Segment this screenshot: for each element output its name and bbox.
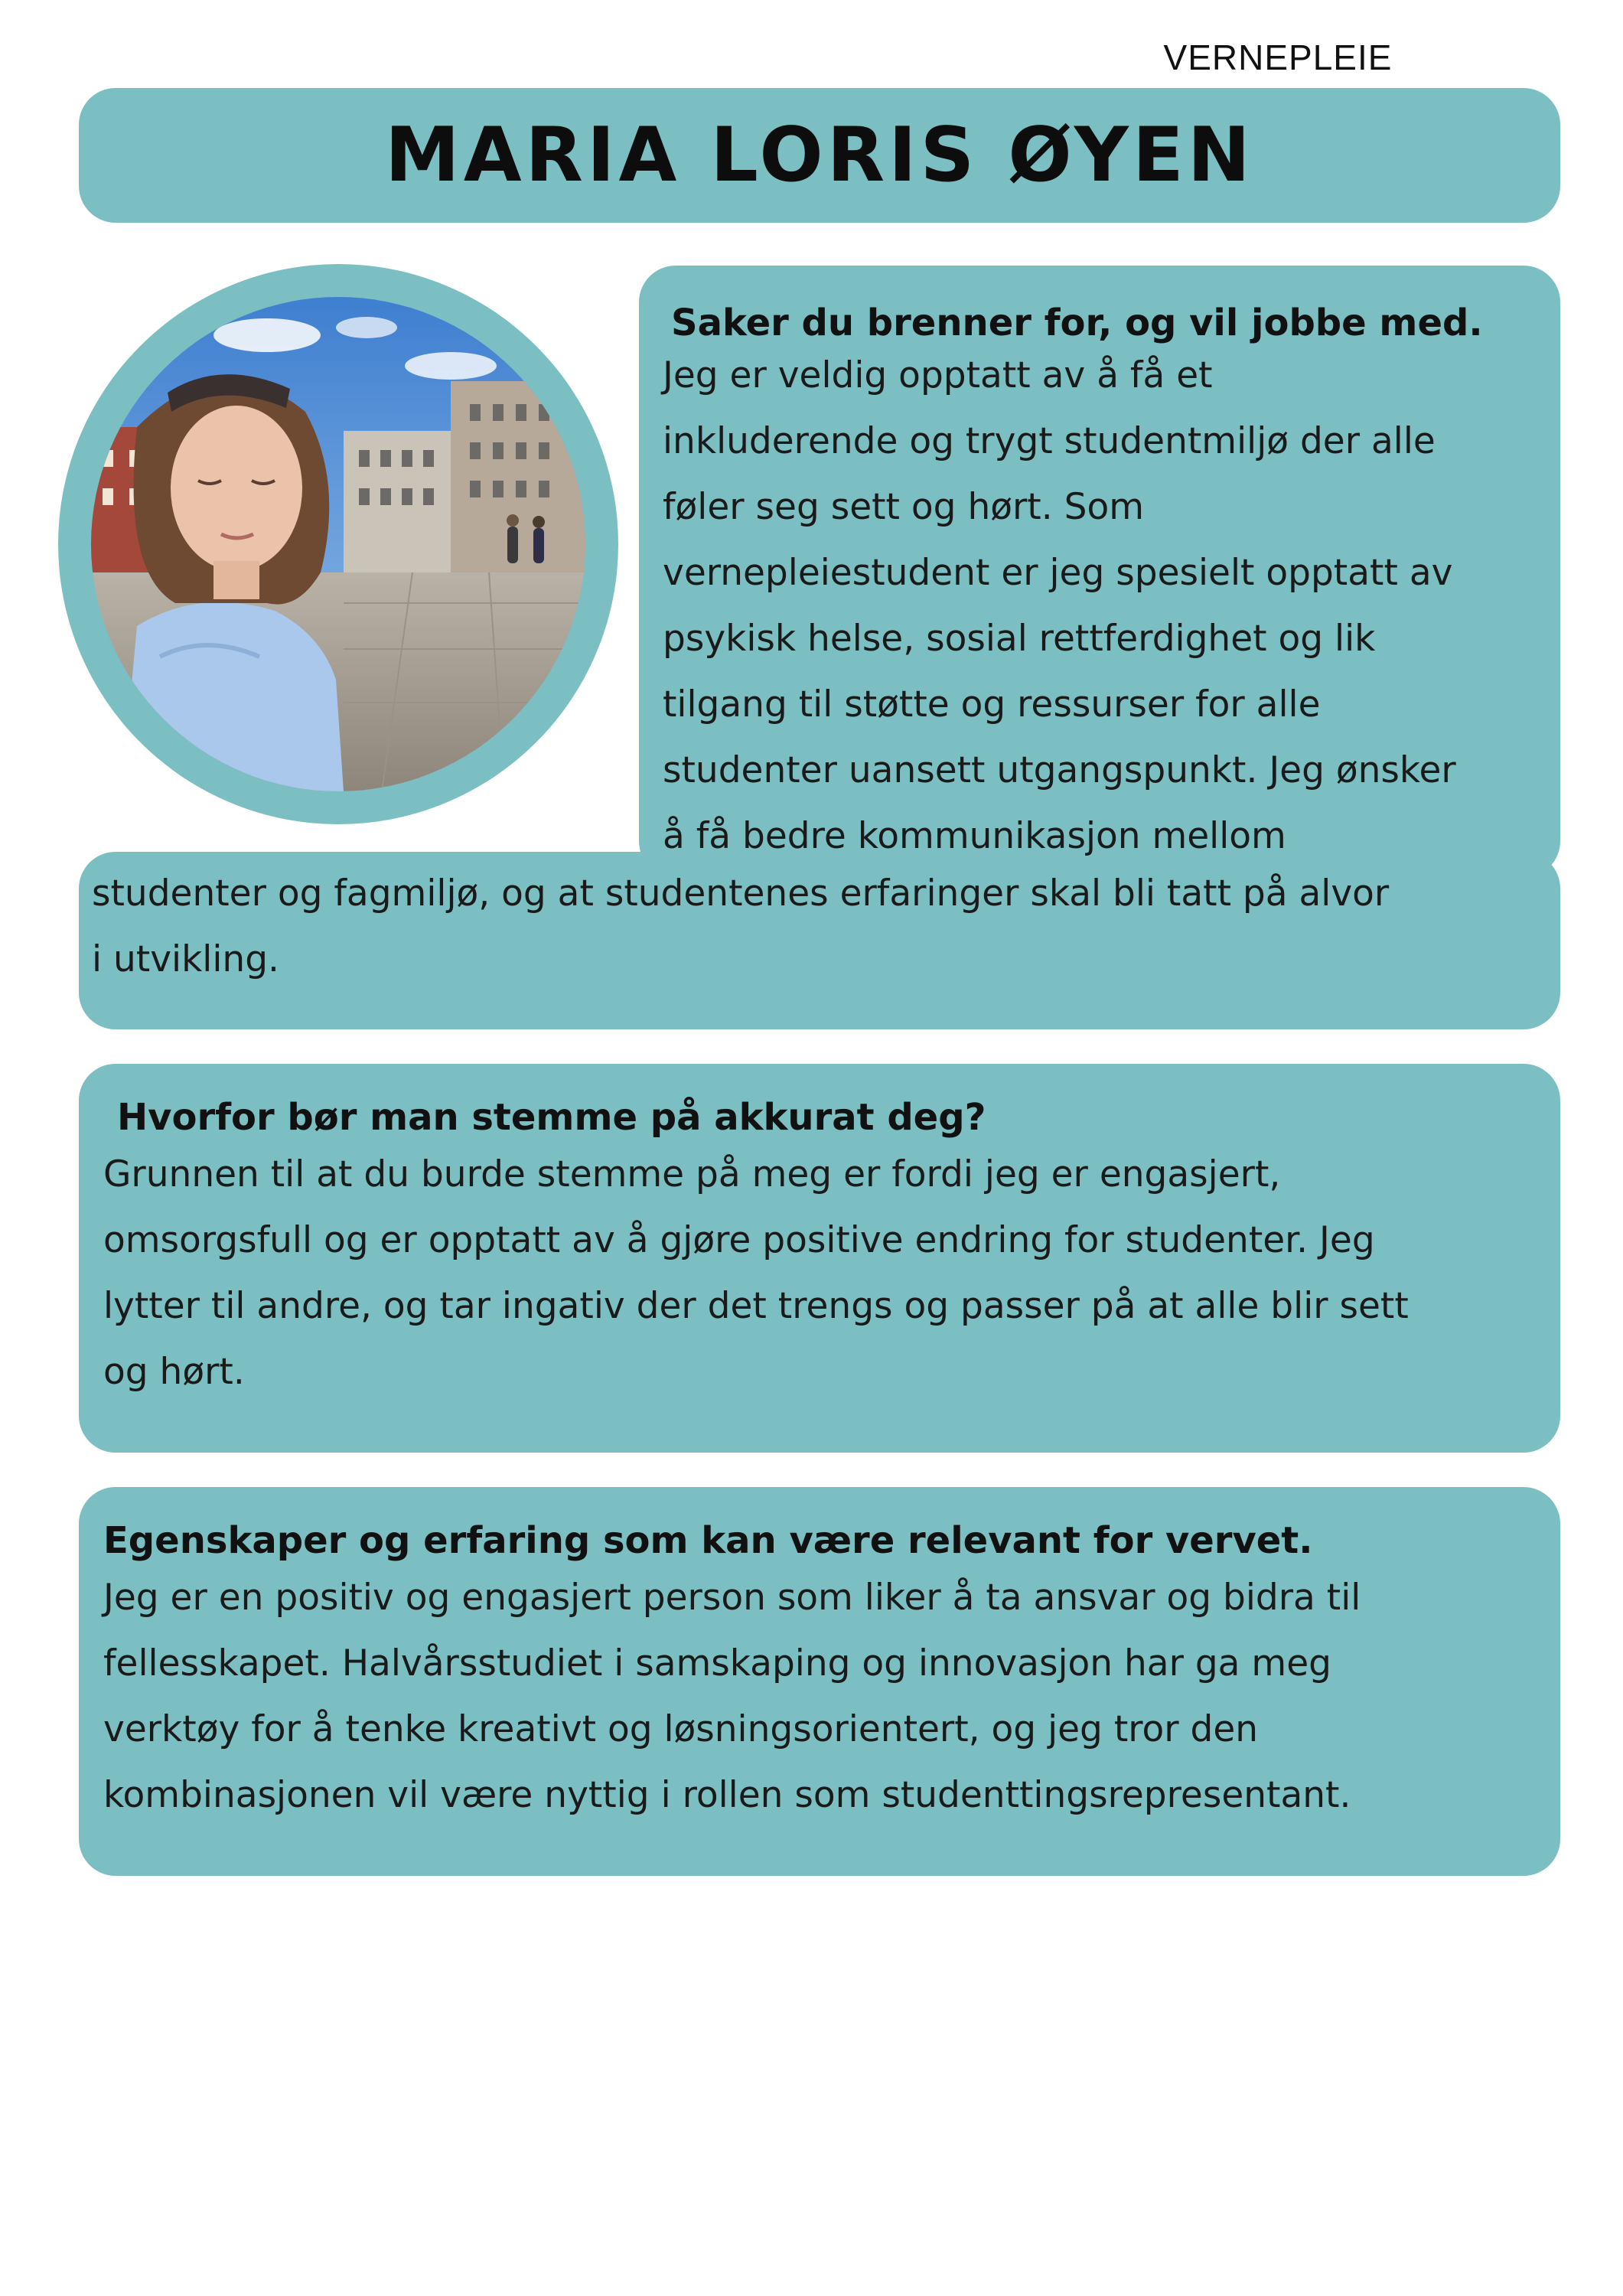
text-line: og hørt. xyxy=(103,1351,245,1393)
text-line: Jeg er veldig opptatt av å få et xyxy=(663,354,1213,396)
section-qualifications-text xyxy=(103,1565,1542,1828)
section-passions-text xyxy=(663,343,1543,869)
section-qualifications-heading: Egenskaper og erfaring som kan være relevant for vervet. xyxy=(103,1519,1313,1562)
section-why-vote-heading: Hvorfor bør man stemme på akkurat deg? xyxy=(117,1096,986,1139)
text-line: tilgang til støtte og ressurser for alle xyxy=(663,683,1321,726)
text-line: å få bedre kommunikasjon mellom xyxy=(663,815,1286,857)
text-line: inkluderende og trygt studentmiljø der alle xyxy=(663,420,1436,462)
text-line: i utvikling. xyxy=(92,938,279,980)
text-line: omsorgsfull og er opptatt av å gjøre positive endring for studenter. Jeg xyxy=(103,1219,1375,1261)
section-why-vote-text xyxy=(103,1142,1542,1405)
profile-photo-frame xyxy=(58,264,618,824)
profile-photo xyxy=(91,297,585,791)
section-passions-heading: Saker du brenner for, og vil jobbe med. xyxy=(671,302,1483,344)
text-line: fellesskapet. Halvårsstudiet i samskaping og innovasjon har ga meg xyxy=(103,1642,1331,1684)
candidate-name: MARIA LORIS ØYEN xyxy=(385,112,1254,199)
text-line: Grunnen til at du burde stemme på meg er fordi jeg er engasjert, xyxy=(103,1153,1281,1195)
section-why-vote-panel xyxy=(79,1064,1560,1453)
name-banner xyxy=(79,88,1560,223)
text-line: studenter og fagmiljø, og at studentenes erfaringer skal bli tatt på alvor xyxy=(92,872,1390,915)
text-line: vernepleiestudent er jeg spesielt opptatt av xyxy=(663,552,1453,594)
text-line: verktøy for å tenke kreativt og løsningsorientert, og jeg tror den xyxy=(103,1708,1259,1750)
text-line: føler seg sett og hørt. Som xyxy=(663,486,1144,528)
text-line: Jeg er en positiv og engasjert person som liker å ta ansvar og bidra til xyxy=(103,1577,1361,1619)
section-qualifications-panel xyxy=(79,1487,1560,1876)
text-line: lytter til andre, og tar ingativ der det trengs og passer på at alle blir sett xyxy=(103,1285,1409,1327)
text-line: psykisk helse, sosial rettferdighet og lik xyxy=(663,618,1376,660)
section-passions-text-continued xyxy=(92,861,1546,993)
program-label: VERNEPLEIE xyxy=(1163,38,1393,77)
text-line: kombinasjonen vil være nyttig i rollen som studenttingsrepresentant. xyxy=(103,1774,1351,1816)
text-line: studenter uansett utgangspunkt. Jeg ønsker xyxy=(663,749,1456,791)
